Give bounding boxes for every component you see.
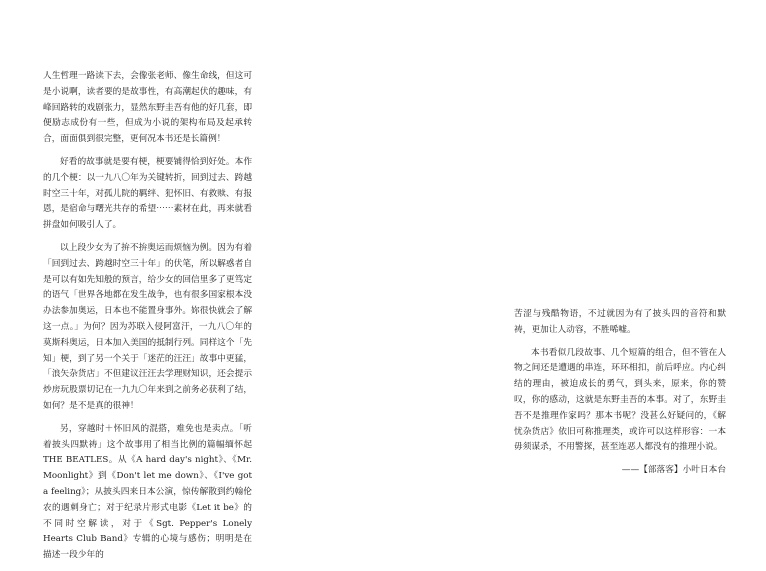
paragraph: 苦涩与残酷物语，不过就因为有了披头四的音符和默祷，更加让人动容，不胜唏嘘。	[514, 309, 726, 335]
paragraph: 人生哲理一路读下去，会像张老师、像生命线，但这可是小说啊，读者要的是故事性，有高潮起伏的趣味，有峰回路转的戏剧张力，显然东野圭吾有他的好几套，即便励志成份有一些，但成为小说的架构布局及起承转合，面面俱到很完整，更何况本书还是长篇例！	[43, 71, 252, 145]
paragraph: 另，穿越时＋怀旧风的混搭，难免也是卖点。「听着披头四默祷」这个故事用了相当比例的篇幅缅怀起 THE BEATLES。从《A hard day's night》、《Mr. Moonlight》到《Don't let me down》、《I've got a feeling》；从披头四来日本公演，惊传解散到约翰伦农的遇刺身亡；对于纪录片形式电影《Let it be》的不同时空解读，对于《Sgt. Pepper's Lonely Hearts Club Band》专辑的心境与感伤；明明是在描述一段少年的	[43, 423, 252, 561]
left-text-column	[43, 69, 252, 571]
paragraph: 好看的故事就是要有梗，梗要铺得恰到好处。本作的几个梗：以一九八〇年为关键转折，回到过去、跨越时空三十年，对孤儿院的羁绊、犯怀旧、有救赎、有报恩，是宿命与曙光共存的希望⋯⋯素材在此，再来就看拼盘如何吸引人了。	[43, 156, 252, 231]
right-page	[383, 0, 766, 511]
right-text-column	[514, 307, 726, 479]
paragraph: 本书看似几段故事、几个短篇的组合，但不管在人物之间还是遭遇的串连，环环相扣，前后呼应。内心纠结的理由，被迫成长的勇气，到头来，原来，你的赞叹，你的感动，这就是东野圭吾的本事。对了，东野圭吾不是推理作家吗？那本书呢？没甚么好疑问的，《解忧杂货店》依旧可称推理类，或许可以这样形容：一本毋须谋杀，不用警探，甚至连恶人都没有的推理小说。	[514, 347, 726, 453]
author-signature: ——【部落客】小叶日本台	[621, 465, 726, 476]
left-page	[0, 0, 383, 561]
paragraph: 以上段少女为了拚不拚奥运而烦恼为例。因为有着「回到过去、跨越时空三十年」的伏笔，所以解惑者自是可以有如先知般的预言，给少女的回信里多了更笃定的语气「世界各地都在发生战争，也有很多国家根本没办法参加奥运，日本也不能置身事外。妳很快就会了解这一点。」为何？因为苏联入侵阿富汗，一九八〇年的莫斯科奥运，日本加入美国的抵制行列。同样这个「先知」梗，到了另一个关于「迷茫的汪汪」故事中更猛，「浪矢杂货店」不但建议汪汪去学理财知识，还会提示炒房玩股票切记在一九九〇年来到之前务必获利了结，如何？是不是真的很神！	[43, 242, 252, 411]
